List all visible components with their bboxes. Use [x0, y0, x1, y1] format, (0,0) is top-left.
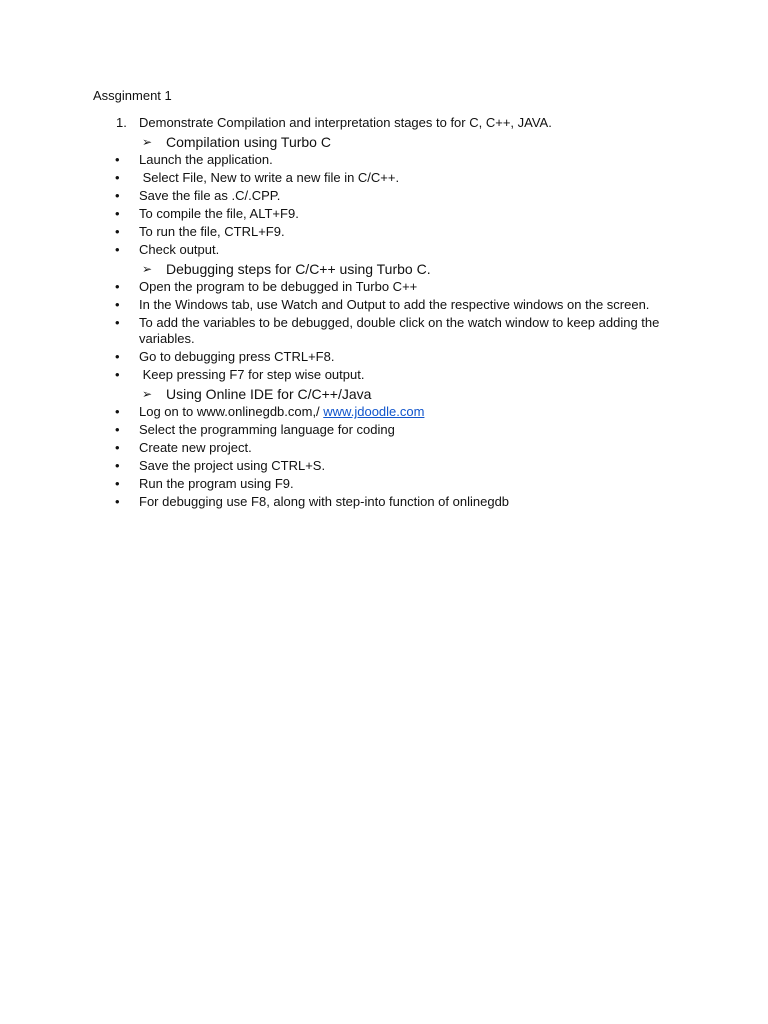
bullet-icon: • [115, 315, 120, 330]
list-item-text: Check output. [139, 242, 220, 257]
numbered-item [0, 115, 768, 133]
list-item-text: For debugging use F8, along with step-into function of onlinegdb [139, 494, 510, 509]
bullet-icon: • [115, 458, 120, 473]
bullet-icon: • [115, 242, 120, 257]
list-item [0, 206, 768, 224]
list-item [0, 404, 768, 422]
bullet-icon: • [115, 152, 120, 167]
list-item-text: To add the variables to be debugged, double click on the watch window to keep adding the variables. [139, 315, 660, 346]
bullet-icon: • [115, 188, 120, 203]
jdoodle-link[interactable]: www.jdoodle.com [323, 404, 425, 419]
bullet-icon: • [115, 349, 120, 364]
list-item [0, 422, 768, 440]
list-item-text: Run the program using F9. [139, 476, 294, 491]
bullet-icon: • [115, 422, 120, 437]
list-item-text: To compile the file, ALT+F9. [139, 206, 299, 221]
list-item-text: Create new project. [139, 440, 252, 455]
bullet-icon: • [115, 476, 120, 491]
list-item-prefix: Log on to www.onlinegdb.com,/ [139, 404, 324, 419]
bullet-icon: • [115, 224, 120, 239]
list-item [0, 458, 768, 476]
list-item [0, 279, 768, 297]
list-item-text: Open the program to be debugged in Turbo C++ [139, 279, 418, 294]
document-title: Assginment 1 [93, 88, 172, 103]
section-heading-text: Using Online IDE for C/C++/Java [166, 386, 372, 402]
section-heading-online-ide [0, 385, 768, 404]
list-item-text: Select File, New to write a new file in C/C++. [139, 170, 400, 185]
section-heading-text: Compilation using Turbo C [166, 134, 331, 150]
list-item-text: Select the programming language for coding [139, 422, 395, 437]
bullet-icon: • [115, 206, 120, 221]
list-item [0, 224, 768, 242]
list-item-text: Save the project using CTRL+S. [139, 458, 326, 473]
list-item [0, 440, 768, 458]
list-item [0, 494, 768, 512]
list-item [0, 476, 768, 494]
list-item [0, 152, 768, 170]
section-heading-debugging [0, 260, 768, 279]
list-item-text: Go to debugging press CTRL+F8. [139, 349, 335, 364]
list-item-text [139, 404, 679, 422]
arrow-bullet-icon: ➢ [142, 135, 153, 149]
list-item [0, 242, 768, 260]
bullet-icon: • [115, 297, 120, 312]
bullet-icon: • [115, 279, 120, 294]
list-item-text: Save the file as .C/.CPP. [139, 188, 281, 203]
numbered-item-text: Demonstrate Compilation and interpretation stages to for C, C++, JAVA. [139, 115, 552, 130]
arrow-bullet-icon: ➢ [142, 262, 153, 276]
arrow-bullet-icon: ➢ [142, 387, 153, 401]
section-heading-text: Debugging steps for C/C++ using Turbo C. [166, 261, 431, 277]
list-item-text: To run the file, CTRL+F9. [139, 224, 285, 239]
list-item-text: In the Windows tab, use Watch and Output to add the respective windows on the screen. [139, 297, 650, 312]
bullet-icon: • [115, 367, 120, 382]
bullet-icon: • [115, 170, 120, 185]
section-heading-compilation [0, 133, 768, 152]
list-item [0, 188, 768, 206]
list-item [0, 170, 768, 188]
list-item [0, 349, 768, 367]
list-item [0, 367, 768, 385]
list-item [0, 315, 768, 349]
list-item [0, 297, 768, 315]
bullet-icon: • [115, 440, 120, 455]
list-item-text: Launch the application. [139, 152, 273, 167]
bullet-icon: • [115, 404, 120, 419]
bullet-icon: • [115, 494, 120, 509]
document-content [0, 115, 768, 512]
list-number: 1. [116, 115, 127, 130]
list-item-text: Keep pressing F7 for step wise output. [139, 367, 365, 382]
